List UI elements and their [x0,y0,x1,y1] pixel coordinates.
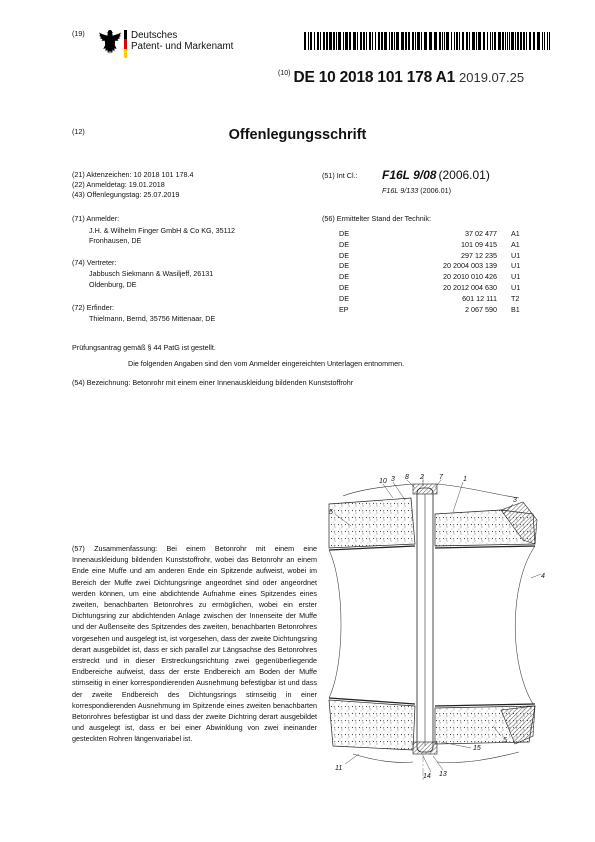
barcode-bar [529,32,531,50]
inid-code-22: (22) [72,180,85,189]
ipc-main-class: F16L 9/08 [382,168,437,182]
barcode-bar [507,32,508,50]
patent-drawing [323,474,551,780]
publication-date-label: Offenlegungstag: [86,190,142,199]
barcode-bar [317,32,319,50]
barcode-bar [394,32,395,50]
barcode-bar [314,32,315,50]
barcode-bar [520,32,522,50]
flag-stripe-gold [124,49,127,58]
ref-4: 4 [541,573,545,580]
ipc-main-version: (2006.01) [438,168,490,182]
barcode-bar [412,32,414,50]
barcode-bar [469,32,470,50]
barcode-bar [502,32,504,50]
prior-art-number: 297 12 235 [461,250,497,260]
barcode-bar [434,32,437,50]
barcode-bar [363,32,365,50]
ref-13: 13 [439,771,447,778]
barcode [304,32,552,50]
applicant-line1: J.H. & Wilhelm Finger GmbH & Co KG, 35112 [89,226,236,235]
inid-code-51: (51) [322,171,335,180]
lower-left-wall [329,700,415,750]
prior-art-number: 601 12 111 [462,293,497,303]
publication-date: 2019.07.25 [459,70,525,85]
barcode-bar [396,32,399,50]
inventor-label: Erfinder: [86,303,114,312]
barcode-bar [544,32,545,50]
barcode-bar [505,32,506,50]
barcode-bar [476,32,477,50]
barcode-bar [378,32,380,50]
barcode-bar [459,32,460,50]
prior-art-kind: U1 [511,282,521,292]
application-number-row [72,170,194,179]
offenlegung-date: 25.07.2019 [143,190,180,199]
inid-code-56: (56) [322,214,335,223]
inid-code-54: (54) [72,378,85,387]
barcode-bar [372,32,373,50]
representative-label: Vertreter: [86,258,117,267]
barcode-bar [381,32,383,50]
prior-art-country: EP [339,304,349,314]
ref-5b: 5 [503,737,507,744]
barcode-bar [490,32,491,50]
prior-art-number: 101 09 415 [461,239,497,249]
barcode-bar [451,32,452,50]
intcl-label-row [322,171,358,180]
designation-label: Bezeichnung: [86,378,131,387]
barcode-bar [391,32,393,50]
prior-art-label-row [322,214,431,223]
application-number: 10 2018 101 178.4 [133,170,194,179]
barcode-bar [369,32,371,50]
barcode-bar [353,32,356,50]
barcode-bar [384,32,387,50]
applicant-label: Anmelder: [86,214,120,223]
office-name-line1: Deutsches [131,30,178,41]
barcode-bar [515,32,516,50]
barcode-bar [466,32,468,50]
filing-date-label: Anmeldetag: [86,180,127,189]
barcode-bar [320,32,321,50]
barcode-bar [547,32,548,50]
barcode-bar [509,32,510,50]
examination-request-note: Prüfungsantrag gemäß § 44 PatG ist gestellt. [72,343,216,352]
representative-label-row [72,258,116,267]
inid-code-12: (12) [72,127,85,136]
representative-line1: Jabbusch Siekmann & Wasiljeff, 26131 [89,269,214,278]
inid-code-57: (57) [72,544,85,553]
barcode-bar [498,32,501,50]
ref-10: 10 [379,478,387,485]
application-number-label: Aktenzeichen: [86,170,132,179]
upper-left-wall [329,498,415,548]
barcode-bar [478,32,481,50]
barcode-bar [494,32,496,50]
barcode-bar [439,32,441,50]
prior-art-row [339,240,531,251]
intcl-label: Int Cl.: [336,171,358,180]
barcode-bar [462,32,464,50]
publication-date-row [72,190,179,199]
designation-text: Betonrohr mit einem einer Innenauskleidung bildenden Kunststoffrohr [132,378,354,387]
prior-art-row [339,272,531,283]
prior-art-kind: A1 [511,229,520,238]
barcode-bar [429,32,432,50]
prior-art-kind: U1 [511,250,521,260]
barcode-bar [389,32,390,50]
barcode-bar [360,32,362,50]
prior-art-row [339,251,531,262]
inventor-line1: Thielmann, Bernd, 35756 Mittenaar, DE [89,314,216,323]
barcode-bar [349,32,351,50]
german-flag-bar [124,30,127,58]
barcode-bar [523,32,525,50]
prior-art-number: 2 067 590 [465,304,497,314]
prior-art-row [339,229,531,240]
ref-1: 1 [463,476,467,483]
barcode-bar [375,32,376,50]
abstract-text: Bei einem Betonrohr mit einem eine Innenauskleidung bildenden Kunststoffrohr, wobei das Betonrohr an einem Ende eine Muffe und am anderen Ende ein Spitzende aufweist, wobei im Bereich der Muffe zwei Dichtungsringe angeordnet sind oder angeordnet werden können, um eine abdichtende Aufnahme eines Spitzendes eines zweiten, benachbarten Betonrohres zu ermöglichen, wobei ein erster Dichtungsring zur abdichtenden Anlage zwischen der Innenseite der Muffe und der Außenseite des Spitzendes des zweiten, benachbarten Betonrohres vorgesehen und ausgelegt ist, ist vorgesehen, dass der zweite Dichtungsring derart ausgebildet ist, dass er sich parallel zur Längsachse des Betonrohres erstreckt und in dieser Erstreckungsrichtung zwei gegenüberliegende Endbereiche aufweist, dass der erste Endbereich am Boden der Muffe stirnseitig in einer korrespondierenden Ausnehmung befestigbar ist und dass der zweite Endbereich des Dichtungsrings stirnseitig in einer korrespondierenden Ausnehmung im Spitzende eines zweiten benachbarten Betonrohres befestigbar ist und dass der zweite Dichtring derart ausgebildet und ausgelegt ist, dass er bei einer Abwinklung von zwei ineinander gesteckten Rohren längenvariabel ist. [72,544,318,744]
flag-stripe-black [124,30,127,39]
barcode-bar [454,32,455,50]
inid-code-19: (19) [72,29,85,38]
barcode-bar [338,32,341,50]
barcode-bar [549,32,550,50]
prior-art-country: DE [339,229,349,238]
prior-art-kind: U1 [511,272,521,282]
abstract-label: Zusammenfassung: [94,544,158,553]
prior-art-number: 20 2010 010 426 [443,272,497,282]
barcode-bar [357,32,358,50]
filing-date-row [72,180,165,189]
inid-code-72: (72) [72,303,85,312]
ipc-main-row [382,168,490,184]
barcode-bar [483,32,485,50]
prior-art-country: DE [339,239,349,249]
barcode-bar [533,32,535,50]
filing-date: 19.01.2018 [128,180,165,189]
prior-art-kind: T2 [511,293,520,303]
barcode-bar [442,32,443,50]
flag-stripe-red [124,39,127,48]
barcode-bar [526,32,527,50]
barcode-bar [492,32,493,50]
prior-art-country: DE [339,282,349,292]
prior-art-country: DE [339,293,349,303]
ref-7: 7 [439,474,443,481]
prior-art-kind: U1 [511,261,521,271]
prior-art-number: 20 2012 004 630 [443,282,497,292]
prior-art-country: DE [339,250,349,260]
barcode-bar [401,32,404,50]
inid-code-43: (43) [72,190,85,199]
publication-number-line [278,69,524,87]
barcode-bar [343,32,344,50]
barcode-bar [424,32,427,50]
barcode-bar [446,32,449,50]
barcode-bar [472,32,475,50]
barcode-bar [421,32,422,50]
prior-art-label: Ermittelter Stand der Technik: [336,214,431,223]
barcode-bar [336,32,337,50]
inid-code-10: (10) [278,70,291,77]
publication-number: DE 10 2018 101 178 A1 [293,69,456,86]
inid-code-74: (74) [72,258,85,267]
barcode-bar [537,32,540,50]
ipc-secondary-class: F16L 9/133 [382,186,419,195]
prior-art-country: DE [339,272,349,282]
applicant-line2: Fronhausen, DE [89,236,142,245]
prior-art-table [339,229,531,315]
barcode-bar [323,32,325,50]
inid-code-21: (21) [72,170,85,179]
barcode-bar [456,32,458,50]
barcode-bar [444,32,445,50]
office-name-line2: Patent- und Markenamt [131,41,234,52]
abstract [72,543,317,745]
ref-5a: 5 [329,509,333,516]
prior-art-number: 37 02 477 [465,229,497,238]
ipc-secondary-row [382,186,451,195]
ref-8: 8 [405,474,409,481]
barcode-bar [542,32,543,50]
applicant-label-row [72,214,119,223]
barcode-bar [304,32,306,50]
barcode-bar [405,32,407,50]
prior-art-row [339,294,531,305]
ref-2: 2 [420,474,424,481]
applicant-data-disclaimer: Die folgenden Angaben sind den vom Anmelder eingereichten Unterlagen entnommen. [128,359,405,368]
barcode-bar [408,32,410,50]
prior-art-row [339,261,531,272]
ref-15: 15 [473,745,481,752]
federal-eagle-icon [98,29,122,55]
document-type-title: Offenlegungsschrift [228,127,367,143]
prior-art-country: DE [339,261,349,271]
representative-line2: Oldenburg, DE [89,280,137,289]
prior-art-kind: B1 [511,304,520,314]
prior-art-kind: A1 [511,239,520,249]
prior-art-row [339,283,531,294]
inventor-label-row [72,303,114,312]
barcode-bar [517,32,519,50]
ref-3b: 3 [513,497,517,504]
ipc-secondary-version: (2006.01) [420,186,452,195]
barcode-bar [415,32,416,50]
barcode-bar [329,32,332,50]
barcode-bar [308,32,309,50]
designation-row [72,378,353,387]
prior-art-number: 20 2004 003 139 [443,261,497,271]
prior-art-row [339,305,531,316]
ref-14: 14 [423,773,431,780]
ref-11: 11 [335,765,343,772]
barcode-bar [333,32,335,50]
barcode-bar [487,32,488,50]
barcode-bar [511,32,514,50]
ref-3a: 3 [391,476,395,483]
barcode-bar [366,32,367,50]
barcode-bar [310,32,312,50]
inid-code-71: (71) [72,214,85,223]
barcode-bar [345,32,348,50]
barcode-bar [417,32,420,50]
barcode-bar [326,32,328,50]
